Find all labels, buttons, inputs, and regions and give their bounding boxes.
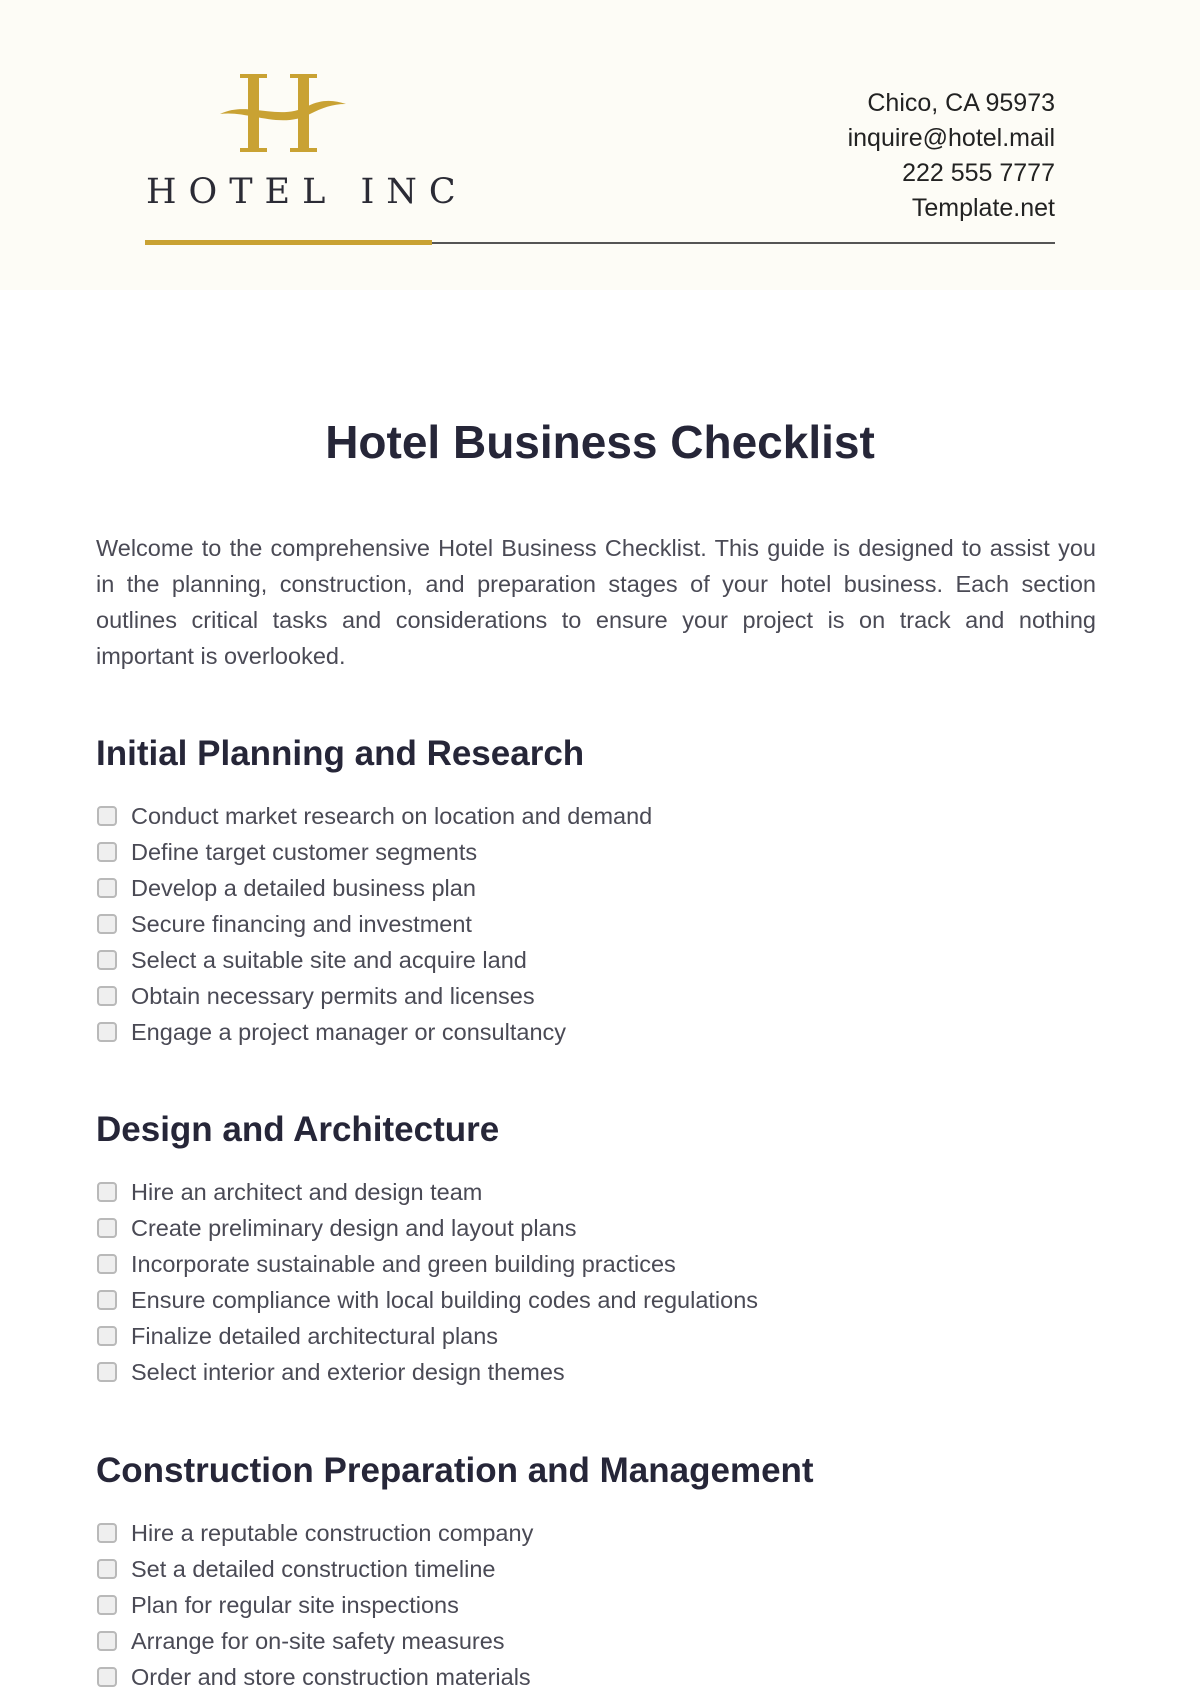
checklist-item-label: Select a suitable site and acquire land bbox=[131, 946, 527, 973]
page-title: Hotel Business Checklist bbox=[325, 416, 875, 468]
contact-address: Chico, CA 95973 bbox=[867, 89, 1055, 117]
checklist-item-label: Obtain necessary permits and licenses bbox=[131, 982, 535, 1009]
checklist-item-label: Ensure compliance with local building codes and regulations bbox=[131, 1286, 759, 1313]
checkbox[interactable] bbox=[97, 914, 117, 934]
checklist-item[interactable] bbox=[96, 1014, 1096, 1050]
checklist-item[interactable] bbox=[96, 1246, 1096, 1282]
checkbox[interactable] bbox=[97, 1254, 117, 1274]
checkbox[interactable] bbox=[97, 1523, 117, 1543]
checkbox[interactable] bbox=[97, 1362, 117, 1382]
checkbox[interactable] bbox=[97, 1559, 117, 1579]
company-name: HOTEL INC bbox=[146, 172, 468, 212]
checklist-item[interactable] bbox=[96, 1515, 1096, 1551]
checklist-item-label: Hire an architect and design team bbox=[131, 1178, 483, 1205]
section-initial-planning bbox=[96, 732, 1096, 1050]
contact-block bbox=[848, 86, 1055, 226]
checkbox[interactable] bbox=[97, 1631, 117, 1651]
checkbox[interactable] bbox=[97, 1667, 117, 1687]
checklist-item-label: Finalize detailed architectural plans bbox=[131, 1322, 499, 1349]
section-heading: Initial Planning and Research bbox=[96, 734, 585, 773]
section-design-architecture bbox=[96, 1108, 1096, 1390]
checklist-item[interactable] bbox=[96, 834, 1096, 870]
intro-paragraph: Welcome to the comprehensive Hotel Business Checklist. This guide is designed to assist you in the planning, construction, and preparation stages of your hotel business. Each section outlines critical tasks and considerations to ensure your project is on track and nothing important is overlooked. bbox=[96, 535, 1096, 669]
checkbox[interactable] bbox=[97, 1182, 117, 1202]
checkbox[interactable] bbox=[97, 1290, 117, 1310]
letterhead bbox=[0, 0, 1200, 290]
checkbox[interactable] bbox=[97, 1595, 117, 1615]
hotel-h-logo-icon bbox=[218, 70, 348, 160]
checklist-item-label: Create preliminary design and layout plans bbox=[131, 1214, 577, 1241]
checkbox[interactable] bbox=[97, 1022, 117, 1042]
checklist-item-label: Develop a detailed business plan bbox=[131, 874, 476, 901]
checklist-item[interactable] bbox=[96, 1318, 1096, 1354]
checklist-item[interactable] bbox=[96, 1282, 1096, 1318]
checklist-item-label: Plan for regular site inspections bbox=[131, 1591, 459, 1618]
checklist-item-label: Order and store construction materials bbox=[131, 1663, 531, 1690]
checklist-item[interactable] bbox=[96, 1354, 1096, 1390]
checklist-item-label: Select interior and exterior design themes bbox=[131, 1358, 565, 1385]
checklist-item[interactable] bbox=[96, 1210, 1096, 1246]
checkbox[interactable] bbox=[97, 1326, 117, 1346]
checkbox[interactable] bbox=[97, 842, 117, 862]
checklist-item[interactable] bbox=[96, 1551, 1096, 1587]
contact-email[interactable]: inquire@hotel.mail bbox=[847, 124, 1055, 152]
checklist bbox=[96, 1515, 1096, 1695]
checkbox[interactable] bbox=[97, 878, 117, 898]
checklist-item-label: Incorporate sustainable and green building practices bbox=[131, 1250, 676, 1277]
checklist-item-label: Conduct market research on location and demand bbox=[131, 802, 653, 829]
checklist-item[interactable] bbox=[96, 1623, 1096, 1659]
contact-phone: 222 555 7777 bbox=[902, 159, 1055, 187]
checklist-item-label: Set a detailed construction timeline bbox=[131, 1555, 496, 1582]
checklist-item[interactable] bbox=[96, 942, 1096, 978]
checklist-item-label: Define target customer segments bbox=[131, 838, 478, 865]
checkbox[interactable] bbox=[97, 806, 117, 826]
checklist-item[interactable] bbox=[96, 978, 1096, 1014]
checklist-item-label: Hire a reputable construction company bbox=[131, 1519, 534, 1546]
checklist-item-label: Secure financing and investment bbox=[131, 910, 472, 937]
checklist-item[interactable] bbox=[96, 870, 1096, 906]
contact-website[interactable]: Template.net bbox=[911, 194, 1055, 222]
checkbox[interactable] bbox=[97, 950, 117, 970]
checklist bbox=[96, 1174, 1096, 1390]
checklist-item[interactable] bbox=[96, 1587, 1096, 1623]
checklist-item-label: Engage a project manager or consultancy bbox=[131, 1018, 567, 1045]
section-heading: Design and Architecture bbox=[96, 1110, 500, 1149]
checklist-item-label: Arrange for on-site safety measures bbox=[131, 1627, 505, 1654]
checklist-item[interactable] bbox=[96, 798, 1096, 834]
section-construction-preparation bbox=[96, 1449, 1096, 1695]
checklist-item[interactable] bbox=[96, 906, 1096, 942]
section-heading: Construction Preparation and Management bbox=[96, 1451, 814, 1490]
checkbox[interactable] bbox=[97, 986, 117, 1006]
checklist-item[interactable] bbox=[96, 1659, 1096, 1695]
checkbox[interactable] bbox=[97, 1218, 117, 1238]
checklist-item[interactable] bbox=[96, 1174, 1096, 1210]
checklist bbox=[96, 798, 1096, 1050]
company-logo bbox=[146, 70, 468, 220]
header-divider-accent bbox=[145, 240, 432, 245]
